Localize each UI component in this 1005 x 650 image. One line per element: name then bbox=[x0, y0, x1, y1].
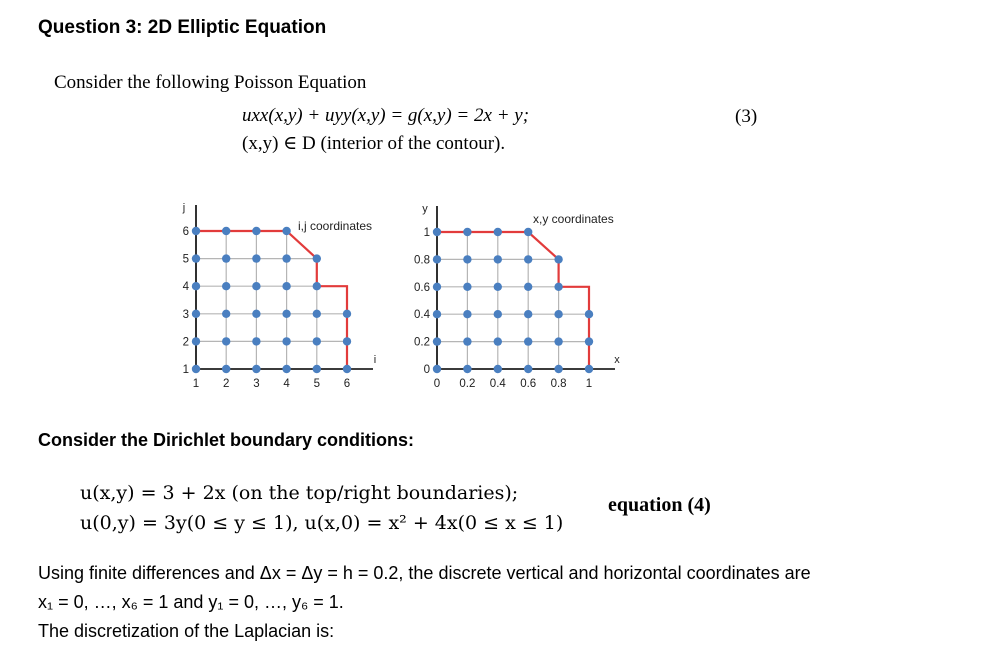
paragraph-line-1: Using finite differences and Δx = Δy = h = 0.2, the discrete vertical and horizontal coordinates are bbox=[38, 563, 811, 583]
right-plot-x-tick-label: 0.2 bbox=[459, 378, 476, 390]
right-plot-grid-node bbox=[463, 337, 471, 345]
right-plot-grid-node bbox=[554, 365, 562, 373]
left-plot-grid-node bbox=[192, 365, 200, 373]
left-plot-grid-node bbox=[282, 254, 290, 262]
left-plot-grid-node bbox=[192, 254, 200, 262]
right-plot-grid-node bbox=[463, 365, 471, 373]
right-plot-grid-node bbox=[463, 283, 471, 291]
left-plot-y-tick-label: 3 bbox=[182, 308, 189, 321]
paragraph-line-3: The discretization of the Laplacian is: bbox=[38, 621, 335, 641]
right-plot-grid-node bbox=[433, 337, 441, 345]
right-plot-grid-node bbox=[494, 255, 502, 263]
left-plot-grid-node bbox=[192, 227, 200, 235]
right-plot-grid-node bbox=[494, 337, 502, 345]
right-plot-y-tick-label: 1 bbox=[423, 227, 430, 239]
left-plot-y-tick-label: 1 bbox=[182, 364, 189, 376]
right-plot-grid-node bbox=[463, 310, 471, 318]
right-plot-x-tick-label: 0.6 bbox=[520, 378, 537, 390]
question-title: Question 3: 2D Elliptic Equation bbox=[38, 17, 327, 38]
bc-equation-label: equation (4) bbox=[608, 494, 711, 516]
left-plot-grid-node bbox=[313, 310, 321, 318]
right-plot-y-tick-label: 0 bbox=[423, 364, 430, 376]
right-plot-grid-node bbox=[463, 228, 471, 236]
left-plot-y-tick-label: 5 bbox=[182, 253, 189, 266]
right-plot-grid-node bbox=[433, 255, 441, 263]
left-plot-grid-node bbox=[313, 282, 321, 290]
left-plot-y-tick-label: 2 bbox=[182, 336, 189, 349]
right-plot-y-tick-label: 0.2 bbox=[414, 336, 430, 349]
left-plot-grid-node bbox=[252, 365, 260, 373]
left-plot-grid-node bbox=[192, 282, 200, 290]
bc-equation-line-2: u(0,y) = 3y(0 ≤ y ≤ 1), u(x,0) = x² + 4x(0 ≤ x ≤ 1) bbox=[80, 512, 564, 534]
right-plot-grid-node bbox=[524, 337, 532, 345]
left-plot-grid-node bbox=[343, 365, 351, 373]
left-plot-grid-node bbox=[192, 337, 200, 345]
right-plot-grid-node bbox=[554, 283, 562, 291]
right-plot-grid-node bbox=[494, 365, 502, 373]
left-plot-grid-node bbox=[252, 282, 260, 290]
right-plot-y-tick-label: 0.4 bbox=[414, 309, 430, 322]
right-plot-grid-node bbox=[433, 228, 441, 236]
right-plot-x-axis-label: x bbox=[614, 354, 620, 366]
right-plot-grid-node bbox=[585, 337, 593, 345]
left-plot-grid-node bbox=[313, 254, 321, 262]
left-plot-x-axis-label: i bbox=[373, 354, 377, 366]
left-plot-grid-node bbox=[192, 310, 200, 318]
right-plot-grid-node bbox=[433, 283, 441, 291]
left-plot-grid-node bbox=[252, 337, 260, 345]
left-plot-x-tick-label: 3 bbox=[253, 378, 260, 390]
right-plot-y-tick-label: 0.8 bbox=[414, 254, 430, 267]
right-plot-grid-node bbox=[433, 310, 441, 318]
poisson-equation-line-1: uxx(x,y) + uyy(x,y) = g(x,y) = 2x + y; bbox=[242, 105, 530, 126]
left-plot-grid-node bbox=[222, 365, 230, 373]
left-plot-x-tick-label: 6 bbox=[343, 378, 351, 390]
left-plot-grid-node bbox=[343, 310, 351, 318]
left-plot-grid-node bbox=[222, 310, 230, 318]
left-plot-grid-node bbox=[343, 337, 351, 345]
right-plot-grid-node bbox=[494, 283, 502, 291]
right-plot-grid-node bbox=[585, 310, 593, 318]
right-plot-grid-node bbox=[554, 310, 562, 318]
left-plot-grid-node bbox=[252, 254, 260, 262]
left-plot-x-tick-label: 1 bbox=[192, 378, 200, 390]
right-plot-grid-node bbox=[554, 255, 562, 263]
left-plot-x-tick-label: 4 bbox=[283, 378, 290, 390]
right-plot-x-tick-label: 0.8 bbox=[550, 378, 567, 390]
bc-title: Consider the Dirichlet boundary conditions: bbox=[38, 430, 415, 450]
left-plot-grid-node bbox=[282, 337, 290, 345]
left-plot-grid-node bbox=[313, 365, 321, 373]
paragraph-line-2: x₁ = 0, …, x₆ = 1 and y₁ = 0, …, y₆ = 1. bbox=[38, 592, 344, 612]
right-plot-y-tick-label: 0.6 bbox=[414, 281, 430, 294]
left-plot-grid-node bbox=[252, 310, 260, 318]
left-plot-grid-node bbox=[222, 254, 230, 262]
left-plot-grid-node bbox=[222, 282, 230, 290]
right-plot-grid-node bbox=[463, 255, 471, 263]
right-plot-x-tick-label: 0.4 bbox=[489, 378, 506, 390]
right-plot-x-tick-label: 0 bbox=[433, 378, 441, 390]
right-plot-x-tick-label: 1 bbox=[585, 378, 593, 390]
right-plot-grid-node bbox=[554, 337, 562, 345]
left-plot-plot-label: i,j coordinates bbox=[298, 219, 373, 233]
right-plot-grid-node bbox=[494, 228, 502, 236]
left-plot-y-tick-label: 4 bbox=[182, 281, 189, 294]
left-plot-grid-node bbox=[222, 227, 230, 235]
left-plot-y-tick-label: 6 bbox=[182, 226, 189, 238]
intro-text: Consider the following Poisson Equation bbox=[54, 72, 367, 93]
left-plot-grid-node bbox=[282, 282, 290, 290]
right-plot-grid-node bbox=[524, 228, 532, 236]
equation-number: (3) bbox=[735, 106, 758, 127]
poisson-equation-line-2: (x,y) ∈ D (interior of the contour). bbox=[242, 133, 506, 154]
left-plot-grid-node bbox=[252, 227, 260, 235]
right-plot-boundary-line bbox=[437, 232, 589, 369]
left-plot-grid-node bbox=[313, 337, 321, 345]
right-plot-plot-label: x,y coordinates bbox=[533, 212, 614, 226]
right-plot-grid-node bbox=[585, 365, 593, 373]
right-plot-grid-node bbox=[524, 283, 532, 291]
left-plot-y-axis-label: j bbox=[182, 202, 186, 214]
left-plot-grid-node bbox=[222, 337, 230, 345]
left-plot-grid-node bbox=[282, 365, 290, 373]
left-plot-boundary-line bbox=[196, 231, 347, 369]
bc-equation-line-1: u(x,y) = 3 + 2x (on the top/right boundaries); bbox=[80, 482, 519, 504]
right-plot-y-axis-label: y bbox=[422, 203, 428, 215]
right-plot-grid-node bbox=[524, 255, 532, 263]
left-plot-x-tick-label: 5 bbox=[313, 378, 321, 390]
left-plot-grid-node bbox=[282, 310, 290, 318]
right-plot-grid-node bbox=[524, 365, 532, 373]
right-plot-grid-node bbox=[433, 365, 441, 373]
right-plot-grid-node bbox=[524, 310, 532, 318]
left-plot-x-tick-label: 2 bbox=[222, 378, 230, 390]
right-plot-grid-node bbox=[494, 310, 502, 318]
left-plot-grid-node bbox=[282, 227, 290, 235]
